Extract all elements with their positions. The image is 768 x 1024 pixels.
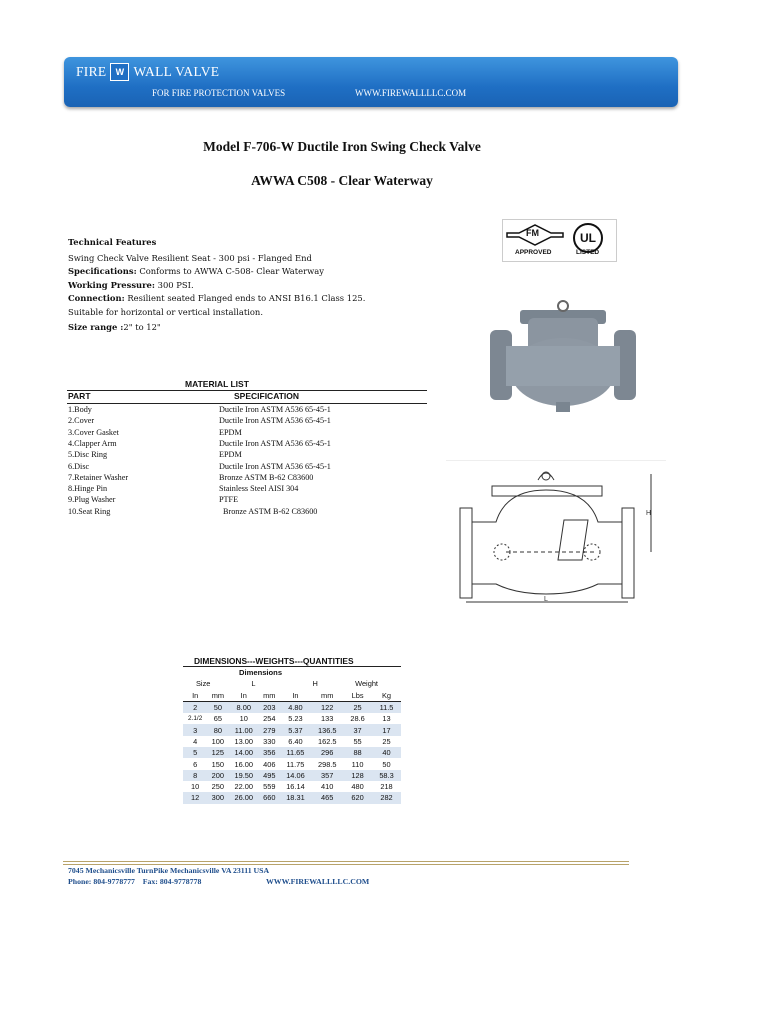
table-row <box>183 792 401 803</box>
table-cell: 50 <box>382 759 391 769</box>
table-cell: 19.50 <box>234 770 253 780</box>
material-list-title: MATERIAL LIST <box>185 379 249 389</box>
table-cell: 254 <box>263 714 276 724</box>
table-cell: 13.00 <box>234 736 253 746</box>
table-row <box>183 770 401 781</box>
table-cell: 330 <box>263 736 276 746</box>
table-cell: 16.14 <box>286 782 305 792</box>
material-spec: PTFE <box>219 495 239 505</box>
table-cell: 37 <box>353 725 362 735</box>
unit-header: In <box>192 690 199 700</box>
table-cell: 100 <box>211 736 225 746</box>
table-cell: 410 <box>321 782 334 792</box>
table-cell: 356 <box>263 748 276 758</box>
features-size-range <box>68 322 161 332</box>
page-subtitle: AWWA C508 - Clear Waterway <box>251 173 433 188</box>
table-cell: 282 <box>380 793 393 803</box>
header-website-link[interactable]: WWW.FIREWALLLLC.COM <box>355 88 467 98</box>
table-cell: 296 <box>321 748 334 758</box>
valve-section-drawing <box>446 460 666 606</box>
table-cell: 11.75 <box>286 759 305 769</box>
table-cell: 16.00 <box>234 759 253 769</box>
unit-header: In <box>240 690 247 700</box>
conn-label: Connection: <box>68 293 125 303</box>
table-cell: 357 <box>321 770 334 780</box>
table-cell: 133 <box>321 714 334 724</box>
material-part: 2.Cover <box>68 416 95 426</box>
table-cell: 55 <box>353 736 362 746</box>
table-cell: 2 <box>193 703 198 713</box>
unit-header: mm <box>263 690 276 700</box>
table-cell: 162.5 <box>317 736 337 746</box>
size-value: 2" to 12" <box>123 322 161 332</box>
table-cell: 559 <box>263 782 276 792</box>
table-cell: 6.40 <box>288 736 303 746</box>
table-cell: 5.23 <box>288 714 303 724</box>
size-label: Size range : <box>68 322 124 332</box>
table-cell: 465 <box>321 793 334 803</box>
table-cell: 8.00 <box>236 703 251 713</box>
table-cell: 13 <box>382 714 391 724</box>
wp-value: 300 PSI. <box>154 280 194 290</box>
conn-value: Resilient seated Flanged ends to ANSI B16.1 Class 125. <box>124 293 366 303</box>
material-spec: Stainless Steel AISI 304 <box>219 484 299 494</box>
table-cell: 50 <box>213 703 222 713</box>
features-connection <box>68 293 365 303</box>
table-cell: 136.5 <box>317 725 337 735</box>
brand-logo-icon: W <box>110 63 129 81</box>
features-heading: Technical Features <box>68 237 157 247</box>
material-spec: Ductile Iron ASTM A536 65-45-1 <box>219 461 331 471</box>
table-cell: 26.00 <box>234 793 253 803</box>
table-cell: 150 <box>211 759 225 769</box>
table-cell: 125 <box>211 748 225 758</box>
dimensions-table <box>183 666 401 804</box>
table-cell: 88 <box>353 748 362 758</box>
table-cell: 10 <box>191 782 200 792</box>
table-cell: 660 <box>263 793 276 803</box>
ul-caption: LISTED <box>576 249 600 256</box>
material-part: 4.Clapper Arm <box>68 438 117 448</box>
material-part: 3.Cover Gasket <box>68 427 119 437</box>
material-part: 10.Seat Ring <box>68 506 111 516</box>
material-spec: EPDM <box>219 450 242 460</box>
table-cell: 300 <box>211 793 225 803</box>
table-row <box>183 736 401 747</box>
spec-value: Conforms to AWWA C-508- Clear Waterway <box>136 266 325 276</box>
unit-header: Lbs <box>351 690 364 700</box>
table-cell: 11.65 <box>286 748 305 758</box>
table-cell: 25 <box>382 736 391 746</box>
dimensions-table-container <box>183 666 401 804</box>
table-cell: 65 <box>213 714 222 724</box>
table-cell: 40 <box>382 748 391 758</box>
table-row <box>183 758 401 769</box>
wp-label: Working Pressure: <box>68 280 155 290</box>
fm-label: FM <box>526 228 539 238</box>
dimensions-title: DIMENSIONS---WEIGHTS---QUANTITIES <box>194 656 354 666</box>
table-cell: 22.00 <box>234 782 253 792</box>
footer-address: 7045 Mechanicsville TurnPike Mechanicsville VA 23111 USA <box>68 866 270 875</box>
table-cell: 3 <box>193 725 198 735</box>
page-title: Model F-706-W Ductile Iron Swing Check Valve <box>203 139 481 154</box>
footer-phone: Phone: 804-9778777 Fax: 804-9778778 <box>68 877 202 886</box>
table-cell: 12 <box>191 793 200 803</box>
col-part-header: PART <box>68 391 91 401</box>
table-cell: 218 <box>380 782 393 792</box>
table-cell: 14.00 <box>234 748 253 758</box>
table-row <box>183 747 401 758</box>
footer-divider-2 <box>63 864 629 865</box>
material-part: 9.Plug Washer <box>68 495 116 505</box>
unit-header: In <box>292 690 299 700</box>
col-h-header: H <box>312 679 318 689</box>
material-part: 6.Disc <box>68 461 90 471</box>
material-spec: Bronze ASTM B-62 C83600 <box>223 506 318 516</box>
table-cell: 2.1/2 <box>188 715 203 723</box>
table-cell: 4.80 <box>288 703 303 713</box>
table-cell: 4 <box>193 736 198 746</box>
brand-left: FIRE <box>76 64 107 79</box>
drawing-h-label: H <box>646 510 652 517</box>
table-cell: 28.6 <box>350 714 365 724</box>
table-cell: 279 <box>263 725 276 735</box>
features-specifications <box>68 266 324 276</box>
table-cell: 5 <box>193 748 198 758</box>
table-row <box>183 701 401 713</box>
units-row <box>183 690 401 702</box>
table-cell: 6 <box>193 759 198 769</box>
table-cell: 17 <box>382 725 391 735</box>
features-working-pressure <box>68 280 194 290</box>
col-size-header: Size <box>196 679 211 689</box>
unit-header: mm <box>211 690 225 700</box>
table-row <box>183 781 401 792</box>
table-cell: 250 <box>211 782 225 792</box>
features-installation: Suitable for horizontal or vertical installation. <box>68 307 263 317</box>
material-spec: Ductile Iron ASTM A536 65-45-1 <box>219 438 331 448</box>
valve-photo <box>488 298 638 418</box>
header-tagline: FOR FIRE PROTECTION VALVES <box>152 88 286 98</box>
footer-website-link[interactable]: WWW.FIREWALLLLC.COM <box>266 877 370 886</box>
material-spec: Bronze ASTM B-62 C83600 <box>219 472 314 482</box>
material-list-header <box>67 390 427 404</box>
material-part: 5.Disc Ring <box>68 450 108 460</box>
table-cell: 298.5 <box>317 759 337 769</box>
fm-caption: APPROVED <box>515 249 552 256</box>
table-cell: 10 <box>239 714 248 724</box>
footer-divider <box>63 861 629 862</box>
table-cell: 203 <box>263 703 276 713</box>
col-weight-header: Weight <box>355 679 378 689</box>
table-cell: 110 <box>351 759 364 769</box>
table-cell: 406 <box>263 759 276 769</box>
unit-header: Kg <box>381 690 392 700</box>
features-line-resilient: Swing Check Valve Resilient Seat - 300 psi - Flanged End <box>68 253 312 263</box>
dimensions-body <box>183 701 401 803</box>
table-cell: 200 <box>211 770 225 780</box>
certification-badges <box>502 219 617 262</box>
table-cell: 58.3 <box>379 770 394 780</box>
table-cell: 11.00 <box>234 725 253 735</box>
table-cell: 5.37 <box>288 725 303 735</box>
material-spec: EPDM <box>219 427 242 437</box>
material-spec: Ductile Iron ASTM A536 65-45-1 <box>219 416 331 426</box>
material-spec: Ductile Iron ASTM A536 65-45-1 <box>219 405 331 414</box>
table-cell: 620 <box>351 793 364 803</box>
brand <box>76 63 219 81</box>
table-cell: 11.5 <box>379 703 394 713</box>
table-cell: 25 <box>353 703 362 713</box>
brand-right: WALL VALVE <box>133 64 220 79</box>
table-cell: 18.31 <box>286 793 305 803</box>
table-cell: 14.06 <box>286 770 305 780</box>
spec-label: Specifications: <box>68 266 137 276</box>
table-row <box>183 724 401 735</box>
col-spec-header: SPECIFICATION <box>234 391 300 401</box>
table-cell: 128 <box>351 770 364 780</box>
drawing-l-label: L <box>544 596 548 603</box>
table-cell: 480 <box>351 782 364 792</box>
ul-label: UL <box>580 231 596 245</box>
table-cell: 8 <box>193 770 198 780</box>
table-row <box>183 713 401 724</box>
material-part: 1.Body <box>68 405 92 414</box>
col-l-header: L <box>251 679 256 689</box>
table-cell: 495 <box>263 770 276 780</box>
table-cell: 122 <box>321 703 334 713</box>
unit-header: mm <box>321 690 334 700</box>
dimensions-group-header: Dimensions <box>239 668 283 678</box>
material-part: 8.Hinge Pin <box>68 484 108 494</box>
table-cell: 80 <box>213 725 222 735</box>
material-part: 7.Retainer Washer <box>68 472 129 482</box>
